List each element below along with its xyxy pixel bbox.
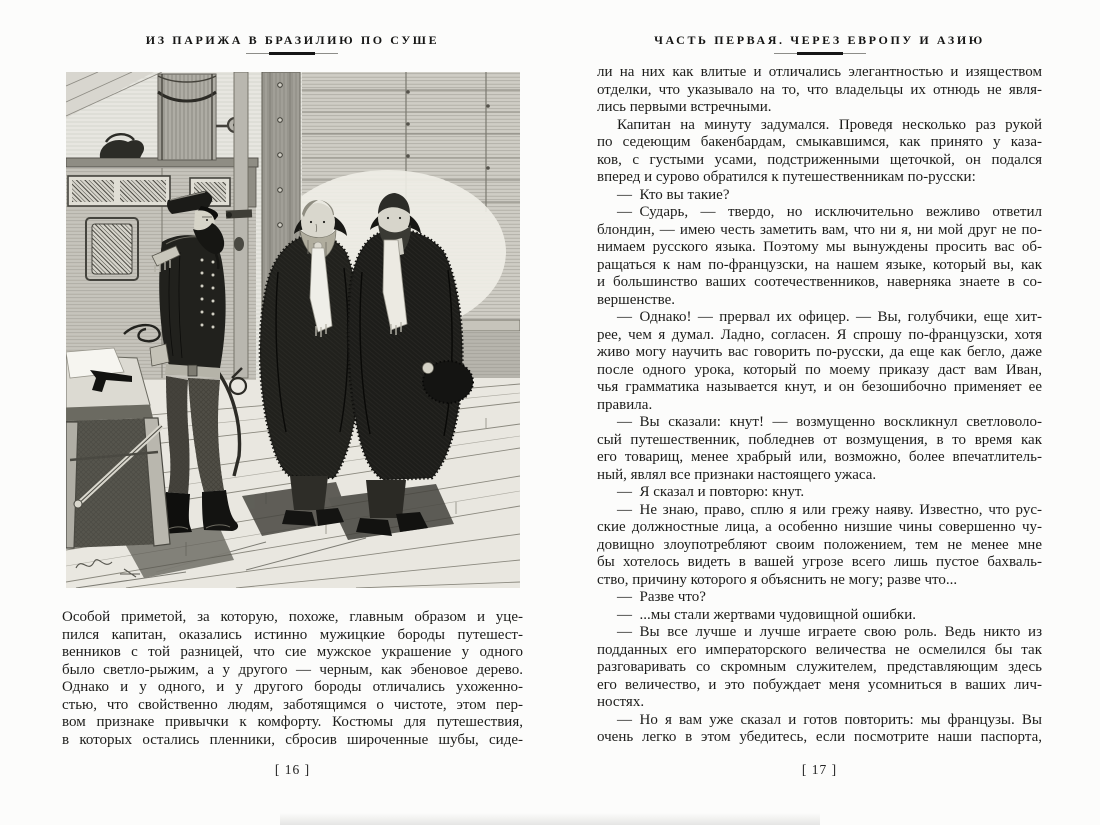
ornament-thick-rule (269, 52, 315, 55)
text-line: Капитан на минуту задумался. Проведя несколько раз рукой (617, 116, 1042, 133)
text-line: блондин, — имею честь заметить вам, что ни я, ни мой друг не по- (597, 221, 1042, 238)
right-page-text-block (597, 64, 1042, 747)
text-line: — Однако! — прервал их офицер. — Вы, голубчики, еще хит- (617, 309, 1042, 325)
text-line: в которых остались пленники, сбросив широченные шубы, сиде- (62, 731, 523, 748)
text-line: нимаем русского языка. Поэтому мы вынуждены просить вас об- (597, 239, 1042, 255)
text-line: живо могу научить вас говорить по-русски, да еще как бегло, даже (597, 344, 1042, 360)
running-title-left: ИЗ ПАРИЖА В БРАЗИЛИЮ ПО СУШЕ (145, 33, 440, 47)
text-line: разговаривать со скромным служителем, представляющим здесь (597, 659, 1042, 675)
text-line: лись первыми встречными. (597, 99, 772, 115)
text-line: его товарищ, менее храбрый или, возможно, более впечатлитель- (597, 449, 1042, 465)
text-line: вом признаке привычки к комфорту. Костюмы для путешествия, (62, 714, 523, 730)
text-line: очень легко в этом убедитесь, если посмотрите наши паспорта, (597, 729, 1042, 745)
book-illustration-engraving (66, 72, 520, 588)
text-line: — Вы все лучше и лучше играете свою роль. Ведь никто из (617, 624, 1042, 640)
text-line: ство, причину которого я объяснить не могу; разве что... (597, 571, 958, 588)
text-line: — Кто вы такие? (617, 186, 730, 203)
text-line: пился капитан, оказались истинно мужицкие бороды путешест- (62, 626, 523, 643)
text-line: ный, являл все признаки настоящего ужаса. (597, 466, 877, 483)
hand (423, 363, 434, 374)
text-line: правила. (597, 396, 653, 413)
header-ornament-right (774, 52, 866, 55)
text-line: ращаться к нам по-французски, на нашем языке, который вы, как (597, 256, 1042, 273)
text-line: рее, чем я думал. Ладно, согласен. Я спрошу по-французски, хотя (597, 326, 1042, 343)
text-line: вершенстве. (597, 291, 676, 308)
header-ornament-left (246, 52, 338, 55)
page-number-left: [ 16 ] (274, 762, 311, 777)
text-line: сый путешественник, побледнев от возмущения, в то время как (597, 431, 1042, 448)
text-line: бы хотелось видеть в вашей угрозе всего лишь пустое бахваль- (597, 554, 1042, 570)
text-line: — Я сказал и повторю: кнут. (617, 484, 805, 500)
text-line: — Вы сказали: кнут! — возмущенно воскликнул светловоло- (617, 414, 1042, 430)
text-line: отделки, что указывало на то, что владельцы их отнюдь не явля- (597, 81, 1042, 98)
text-line: Однако и у одного, и у другого бороды отличались ухоженно- (62, 679, 523, 695)
text-line: подданных его императорского величества не осмелился бы так (597, 641, 1042, 658)
text-line: Особой приметой, за которую, похоже, главным образом и уце- (62, 609, 523, 625)
text-line: — Не знаю, право, сплю я или грежу наяву. Известно, что рус- (617, 501, 1042, 518)
text-line: и большинство ваших соотечественников, наверняка знаете в со- (597, 274, 1042, 290)
text-line: — Но я вам уже сказал и готов повторить: мы французы. Вы (617, 711, 1042, 728)
text-line: ские должностные лица, а особенно низшие чины совершенно чу- (597, 519, 1042, 535)
text-line: было светло-рыжим, а у другого — черным, как эбеновое дерево. (62, 661, 523, 678)
running-title-right: ЧАСТЬ ПЕРВАЯ. ЧЕРЕЗ ЕВРОПУ И АЗИЮ (654, 33, 985, 47)
text-line: после одного урока, который по моему приказу даст вам Иван, (597, 361, 1042, 378)
text-line: чья грамматика называется кнут, и он безошибочно применяет ее (597, 379, 1042, 395)
text-line: — ...мы стали жертвами чудовищной ошибки. (617, 606, 916, 623)
text-line: его величество, и это побуждает меня усомниться в ваших лич- (597, 676, 1042, 693)
text-line: вперед и сурово обратился к путешественникам по-русски: (597, 169, 976, 185)
text-line: по седеющим бакенбардам, смыкавшимся, как принято у каза- (597, 134, 1042, 150)
text-line: ков, с густыми усами, подстриженными щеточкой, он подался (597, 151, 1042, 168)
text-line: ностях. (597, 694, 645, 710)
text-line: ли на них как влитые и отличались элегантностью и изяществом (597, 64, 1042, 80)
text-line: венников с той разницей, что сие мужское украшение у одного (62, 644, 523, 660)
page-gutter-shadow (280, 813, 820, 825)
text-line: стью, что свойственно людям, заботящимся о чистоте, этом пер- (62, 696, 523, 713)
page-number-right: [ 17 ] (801, 762, 838, 777)
text-line: — Разве что? (617, 589, 706, 605)
ornament-thick-rule (797, 52, 843, 55)
text-line: довищно злоупотребляют своим положением, тем не менее мне (597, 536, 1042, 553)
text-line: — Сударь, — твердо, но исключительно вежливо ответил (617, 204, 1042, 220)
left-page-text-block (62, 609, 523, 749)
